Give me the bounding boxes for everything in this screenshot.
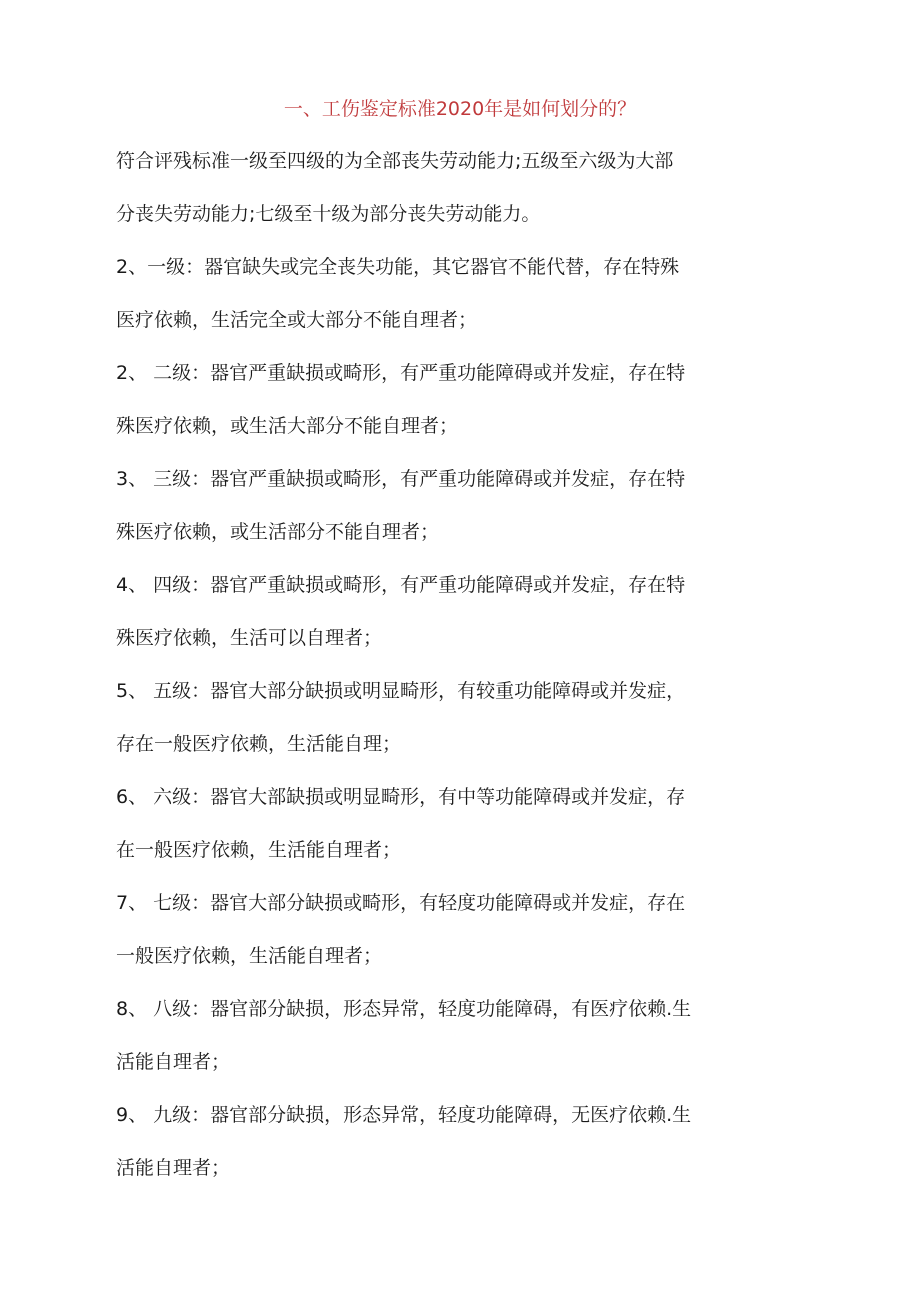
grade-6-line-2: 在一般医疗依赖，生活能自理者； xyxy=(116,839,402,861)
grade-2-line-2: 殊医疗依赖，或生活大部分不能自理者； xyxy=(116,415,459,437)
grade-1-line-2: 医疗依赖，生活完全或大部分不能自理者； xyxy=(116,309,478,331)
grade-6-line-1: 6、 六级：器官大部缺损或明显畸形，有中等功能障碍或并发症，存 xyxy=(116,786,686,808)
grade-1-line-1: 2、一级：器官缺失或完全丧失功能，其它器官不能代替，存在特殊 xyxy=(116,256,680,278)
paragraph-line-2: 分丧失劳动能力;七级至十级为部分丧失劳动能力。 xyxy=(116,203,541,225)
grade-8-line-2: 活能自理者； xyxy=(116,1051,231,1073)
paragraph-line-1: 符合评残标准一级至四级的为全部丧失劳动能力;五级至六级为大部 xyxy=(116,150,674,172)
grade-7-line-1: 7、 七级：器官大部分缺损或畸形，有轻度功能障碍或并发症，存在 xyxy=(116,892,686,914)
document-title: 一、工伤鉴定标准2020年是如何划分的？ xyxy=(283,98,637,120)
grade-4-line-1: 4、 四级：器官严重缺损或畸形，有严重功能障碍或并发症，存在特 xyxy=(116,574,686,596)
document-body xyxy=(116,146,756,1206)
grade-4-line-2: 殊医疗依赖，生活可以自理者； xyxy=(116,627,383,649)
grade-3-line-1: 3、 三级：器官严重缺损或畸形，有严重功能障碍或并发症，存在特 xyxy=(116,468,686,490)
grade-7-line-2: 一般医疗依赖，生活能自理者； xyxy=(116,945,383,967)
grade-9-line-1: 9、 九级：器官部分缺损，形态异常，轻度功能障碍，无医疗依赖.生 xyxy=(116,1104,692,1126)
grade-8-line-1: 8、 八级：器官部分缺损，形态异常，轻度功能障碍，有医疗依赖.生 xyxy=(116,998,692,1020)
grade-3-line-2: 殊医疗依赖，或生活部分不能自理者； xyxy=(116,521,440,543)
grade-2-line-1: 2、 二级：器官严重缺损或畸形，有严重功能障碍或并发症，存在特 xyxy=(116,362,686,384)
grade-5-line-1: 5、 五级：器官大部分缺损或明显畸形，有较重功能障碍或并发症， xyxy=(116,680,686,702)
grade-5-line-2: 存在一般医疗依赖，生活能自理； xyxy=(116,733,402,755)
grade-9-line-2: 活能自理者； xyxy=(116,1157,231,1179)
